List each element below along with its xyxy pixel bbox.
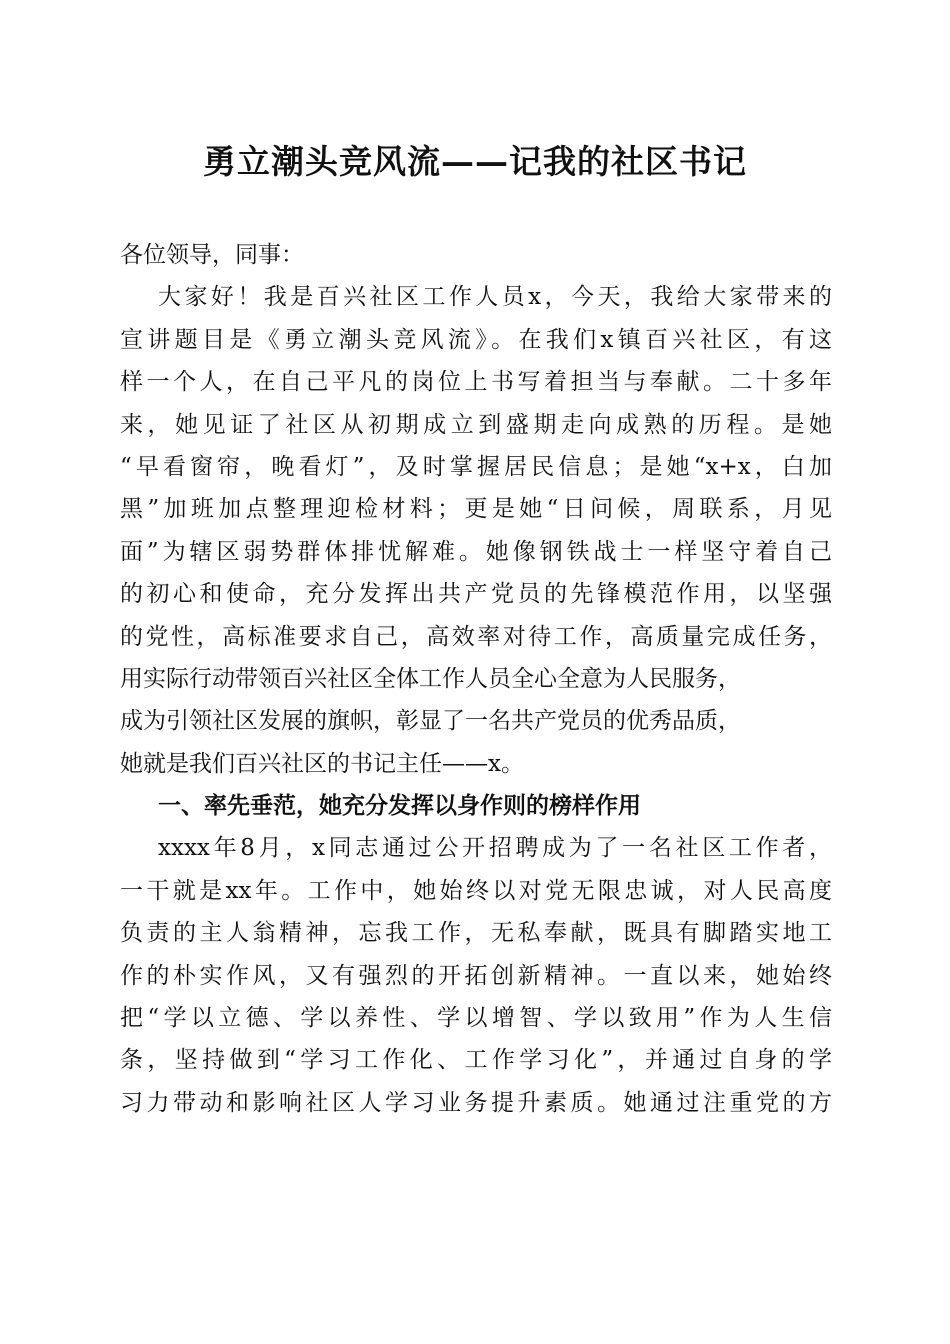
paragraph-section-1 <box>120 827 832 1124</box>
text-line: 宣讲题目是《勇立潮头竞风流》。在我们x镇百兴社区，有这 <box>120 326 832 353</box>
document-body <box>120 234 832 1124</box>
text-line: 的初心和使命，充分发挥出共产党员的先锋模范作用，以坚强 <box>120 581 832 608</box>
greeting: 各位领导，同事： <box>120 242 304 268</box>
text-line: 把“学以立德、学以养性、学以增智、学以致用”作为人生信 <box>120 1005 832 1032</box>
text-line: “早看窗帘，晚看灯”，及时掌握居民信息；是她“x+x，白加 <box>120 453 832 480</box>
document-title: 勇立潮头竞风流——记我的社区书记 <box>203 142 747 181</box>
text-line: 一干就是xx年。工作中，她始终以对党无限忠诚，对人民高度 <box>120 877 832 904</box>
text-line: 用实际行动带领百兴社区全体工作人员全心全意为人民服务， <box>120 665 741 692</box>
text-line: 的党性，高标准要求自己，高效率对待工作，高质量完成任务， <box>120 623 832 650</box>
paragraph-intro <box>120 276 832 785</box>
text-line: 作的朴实作风，又有强烈的开拓创新精神。一直以来，她始终 <box>120 962 832 989</box>
text-line: 她就是我们百兴社区的书记主任——x。 <box>120 750 524 777</box>
text-line: 来，她见证了社区从初期成立到盛期走向成熟的历程。是她 <box>120 411 832 438</box>
text-line: 习力带动和影响社区人学习业务提升素质。她通过注重党的方 <box>120 1089 832 1116</box>
text-line: xxxx年8月，x同志通过公开招聘成为了一名社区工作者， <box>158 835 832 862</box>
section-heading: 一、率先垂范，她充分发挥以身作则的榜样作用 <box>158 792 641 820</box>
text-line: 大家好！我是百兴社区工作人员x，今天，我给大家带来的 <box>158 284 832 311</box>
text-line: 负责的主人翁精神，忘我工作，无私奉献，既具有脚踏实地工 <box>120 920 832 947</box>
text-line: 样一个人，在自己平凡的岗位上书写着担当与奉献。二十多年 <box>120 369 832 396</box>
text-line: 成为引领社区发展的旗帜，彰显了一名共产党员的优秀品质， <box>120 708 741 735</box>
text-line: 条，坚持做到“学习工作化、工作学习化”，并通过自身的学 <box>120 1047 832 1074</box>
text-line: 面”为辖区弱势群体排忧解难。她像钢铁战士一样坚守着自己 <box>120 538 832 565</box>
text-line: 黑”加班加点整理迎检材料；更是她“日问候，周联系，月见 <box>120 496 832 523</box>
